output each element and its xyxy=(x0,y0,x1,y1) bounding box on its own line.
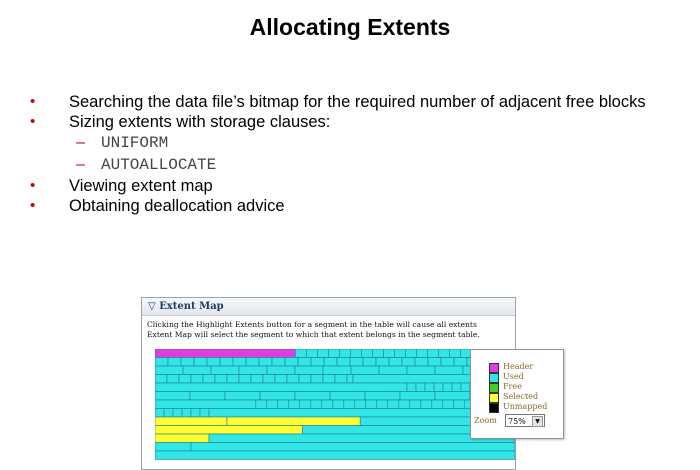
bullet-list xyxy=(30,92,670,216)
extent-block[interactable] xyxy=(260,392,295,401)
chevron-down-icon[interactable]: ▼ xyxy=(532,416,543,427)
extent-block[interactable] xyxy=(347,375,353,384)
bullet-glyph: • xyxy=(30,197,36,214)
extent-map-title: Extent Map xyxy=(159,301,224,312)
extent-block[interactable] xyxy=(311,375,323,384)
extent-block[interactable] xyxy=(155,358,168,367)
extent-block[interactable] xyxy=(454,400,465,409)
extent-block[interactable] xyxy=(155,366,183,375)
extent-block[interactable] xyxy=(306,349,317,358)
extent-block[interactable] xyxy=(251,375,263,384)
extent-block[interactable] xyxy=(405,349,416,358)
extent-block[interactable] xyxy=(339,349,350,358)
extent-block[interactable] xyxy=(366,400,377,409)
extent-block[interactable] xyxy=(298,358,311,367)
extent-block[interactable] xyxy=(311,400,322,409)
extent-block[interactable] xyxy=(443,383,452,392)
extent-block[interactable] xyxy=(173,409,182,418)
extent-block[interactable] xyxy=(441,358,454,367)
extent-block[interactable] xyxy=(351,366,379,375)
extent-block[interactable] xyxy=(167,375,179,384)
extent-block[interactable] xyxy=(428,358,441,367)
extent-block[interactable] xyxy=(443,400,454,409)
extent-block[interactable] xyxy=(285,358,298,367)
legend-label: Selected xyxy=(503,392,539,401)
legend-swatch xyxy=(489,393,499,403)
extent-block[interactable] xyxy=(155,400,256,409)
extent-block[interactable] xyxy=(407,366,435,375)
extent-map-header[interactable] xyxy=(142,298,515,316)
bullet-item xyxy=(30,112,670,132)
extent-block[interactable] xyxy=(323,375,335,384)
zoom-label: Zoom xyxy=(474,416,497,425)
triangle-down-icon[interactable]: ▽ xyxy=(148,301,156,312)
extent-block[interactable] xyxy=(372,349,383,358)
extent-block[interactable] xyxy=(337,358,350,367)
extent-block[interactable] xyxy=(215,375,227,384)
zoom-value: 75% xyxy=(508,417,526,426)
extent-block[interactable] xyxy=(190,392,225,401)
extent-map-grid[interactable] xyxy=(155,349,515,461)
extent-block[interactable] xyxy=(425,383,434,392)
slide-title: Allocating Extents xyxy=(249,14,451,40)
extent-block[interactable] xyxy=(155,434,209,443)
bullet-glyph: • xyxy=(30,113,36,130)
extent-block[interactable] xyxy=(155,426,303,435)
extent-block[interactable] xyxy=(415,358,428,367)
extent-block[interactable] xyxy=(438,349,449,358)
extent-block[interactable] xyxy=(191,409,200,418)
extent-block[interactable] xyxy=(410,400,421,409)
legend-label: Header xyxy=(503,362,534,371)
extent-block[interactable] xyxy=(407,383,416,392)
extent-block[interactable] xyxy=(155,383,407,392)
bullet-text: Searching the data file’s bitmap for the required number of adjacent free blocks xyxy=(69,93,646,111)
extent-block[interactable] xyxy=(400,392,435,401)
zoom-select[interactable] xyxy=(505,414,545,427)
extent-block[interactable] xyxy=(299,375,311,384)
extent-block[interactable] xyxy=(259,358,272,367)
legend-swatch xyxy=(489,383,499,393)
extent-block[interactable] xyxy=(427,349,438,358)
extent-block[interactable] xyxy=(191,443,515,452)
sub-bullet-text: AUTOALLOCATE xyxy=(101,156,217,174)
extent-block[interactable] xyxy=(267,400,278,409)
extent-block[interactable] xyxy=(168,358,181,367)
extent-block[interactable] xyxy=(155,409,164,418)
extent-block[interactable] xyxy=(434,383,443,392)
extent-block[interactable] xyxy=(225,392,260,401)
extent-block[interactable] xyxy=(233,358,246,367)
extent-block[interactable] xyxy=(287,375,299,384)
extent-block[interactable] xyxy=(365,392,400,401)
extent-block[interactable] xyxy=(461,383,470,392)
legend-swatch xyxy=(489,363,499,373)
sub-bullet-glyph: – xyxy=(76,134,85,151)
extent-block[interactable] xyxy=(344,400,355,409)
extent-block[interactable] xyxy=(295,392,330,401)
extent-block[interactable] xyxy=(416,383,425,392)
extent-block[interactable] xyxy=(227,417,360,426)
extent-block[interactable] xyxy=(191,375,203,384)
extent-block[interactable] xyxy=(295,366,323,375)
sub-bullet-item xyxy=(30,154,670,176)
extent-block[interactable] xyxy=(182,409,191,418)
extent-block[interactable] xyxy=(275,375,287,384)
legend-label: Unmapped xyxy=(503,402,548,411)
bullet-glyph: • xyxy=(30,177,36,194)
extent-block[interactable] xyxy=(295,349,306,358)
extent-block[interactable] xyxy=(350,349,361,358)
sub-bullet-glyph: – xyxy=(76,156,85,173)
extent-block[interactable] xyxy=(416,349,427,358)
extent-block[interactable] xyxy=(350,358,363,367)
extent-block[interactable] xyxy=(355,400,366,409)
extent-block[interactable] xyxy=(256,400,267,409)
legend-label: Used xyxy=(503,372,524,381)
extent-block[interactable] xyxy=(317,349,328,358)
extent-block[interactable] xyxy=(330,392,365,401)
extent-block[interactable] xyxy=(300,400,311,409)
extent-block[interactable] xyxy=(322,400,333,409)
extent-block[interactable] xyxy=(389,358,402,367)
extent-block[interactable] xyxy=(335,375,347,384)
extent-block[interactable] xyxy=(377,400,388,409)
extent-block[interactable] xyxy=(435,366,463,375)
extent-block[interactable] xyxy=(383,349,394,358)
extent-block[interactable] xyxy=(421,400,432,409)
extent-block[interactable] xyxy=(183,366,211,375)
extent-block[interactable] xyxy=(246,358,259,367)
extent-block[interactable] xyxy=(399,400,410,409)
bullet-text: Viewing extent map xyxy=(69,177,213,195)
legend-swatch xyxy=(489,403,499,413)
bullet-item xyxy=(30,92,670,112)
bullet-glyph: • xyxy=(30,93,36,110)
extent-block[interactable] xyxy=(203,375,215,384)
extent-block[interactable] xyxy=(435,392,470,401)
sub-bullet-item xyxy=(30,132,670,154)
extent-block[interactable] xyxy=(263,375,275,384)
extent-map-description xyxy=(142,316,515,340)
extent-block[interactable] xyxy=(278,400,289,409)
extent-block[interactable] xyxy=(207,358,220,367)
extent-block[interactable] xyxy=(239,366,267,375)
extent-block[interactable] xyxy=(267,366,295,375)
extent-block[interactable] xyxy=(181,358,194,367)
extent-block[interactable] xyxy=(394,349,405,358)
extent-block[interactable] xyxy=(379,366,407,375)
extent-block[interactable] xyxy=(333,400,344,409)
extent-block[interactable] xyxy=(164,409,173,418)
extent-block[interactable] xyxy=(449,349,460,358)
extent-block[interactable] xyxy=(289,400,300,409)
extent-block[interactable] xyxy=(194,358,207,367)
bullet-text: Sizing extents with storage clauses: xyxy=(69,113,331,131)
extent-block[interactable] xyxy=(155,392,190,401)
extent-block[interactable] xyxy=(363,358,376,367)
extent-block[interactable] xyxy=(155,417,227,426)
bullet-text: Obtaining deallocation advice xyxy=(69,197,285,215)
extent-block[interactable] xyxy=(361,349,372,358)
extent-block[interactable] xyxy=(155,451,515,460)
extent-block[interactable] xyxy=(328,349,339,358)
extent-block[interactable] xyxy=(220,358,233,367)
extent-block[interactable] xyxy=(432,400,443,409)
bullet-item xyxy=(30,196,670,216)
extent-block[interactable] xyxy=(452,383,461,392)
extent-map-panel xyxy=(141,297,516,470)
extent-block[interactable] xyxy=(388,400,399,409)
extent-block[interactable] xyxy=(211,366,239,375)
extent-block[interactable] xyxy=(155,375,167,384)
legend-label: Free xyxy=(503,382,522,391)
sub-bullet-text: UNIFORM xyxy=(101,134,169,152)
extent-block[interactable] xyxy=(323,366,351,375)
description-line: Clicking the Highlight Extents button for a segment in the table will cause all extents xyxy=(147,320,477,329)
extent-block[interactable] xyxy=(324,358,337,367)
extent-block[interactable] xyxy=(376,358,389,367)
extent-block[interactable] xyxy=(155,443,191,452)
legend-swatch xyxy=(489,373,499,383)
extent-block[interactable] xyxy=(155,349,295,358)
extent-map-legend xyxy=(470,349,564,439)
extent-block[interactable] xyxy=(200,409,209,418)
extent-block[interactable] xyxy=(227,375,239,384)
description-line: Extent Map will select the segment to which that extent belongs in the segment table. xyxy=(147,330,480,339)
extent-block[interactable] xyxy=(454,358,467,367)
bullet-item xyxy=(30,176,670,196)
extent-block[interactable] xyxy=(239,375,251,384)
extent-block[interactable] xyxy=(402,358,415,367)
extent-block[interactable] xyxy=(311,358,324,367)
extent-block[interactable] xyxy=(179,375,191,384)
extent-block[interactable] xyxy=(272,358,285,367)
